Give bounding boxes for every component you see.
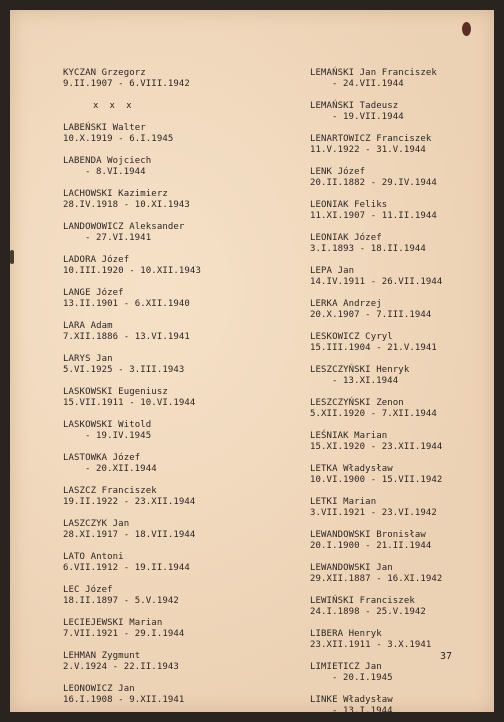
list-item (63, 123, 278, 145)
entry-name: LENK Józef (310, 167, 366, 177)
list-item (310, 563, 490, 585)
list-item (63, 222, 278, 244)
entry-name: LEONOWICZ Jan (63, 684, 135, 694)
entry-name: LASZCZYK Jan (63, 519, 130, 529)
entry-name: LARA Adam (63, 321, 113, 331)
entry-dates: 11.XI.1907 - 11.II.1944 (310, 211, 437, 221)
list-item (310, 68, 490, 90)
entry-name: LEPA Jan (310, 266, 355, 276)
ink-spot (462, 22, 471, 36)
list-item (63, 486, 278, 508)
entry-name: LESKOWICZ Cyryl (310, 332, 393, 342)
entry-name: LETKI Marian (310, 497, 377, 507)
entry-name: LANDOWOWICZ Aleksander (63, 222, 185, 232)
entry-name: LINKE Władysław (310, 695, 393, 705)
entry-name: LEONIAK Józef (310, 233, 382, 243)
list-item (310, 332, 490, 354)
list-item (310, 464, 490, 486)
list-item (63, 189, 278, 211)
entry-dates: 16.I.1908 - 9.XII.1941 (63, 695, 185, 705)
list-item (63, 255, 278, 277)
list-item (63, 288, 278, 310)
entry-name: LEŚNIAK Marian (310, 431, 388, 441)
separator: x x x (93, 101, 132, 111)
entry-dates: 23.XII.1911 - 3.X.1941 (310, 640, 432, 650)
entry-dates: 24.I.1898 - 25.V.1942 (310, 607, 426, 617)
list-item (310, 662, 490, 684)
entry-dates: 13.II.1901 - 6.XII.1940 (63, 299, 190, 309)
entry-dates: 20.I.1900 - 21.II.1944 (310, 541, 432, 551)
entry-dates: 29.XII.1887 - 16.XI.1942 (310, 574, 443, 584)
entry-name: LEONIAK Feliks (310, 200, 388, 210)
entry-dates: 20.X.1907 - 7.III.1944 (310, 310, 432, 320)
list-item (63, 651, 278, 673)
entry-name: LEC Józef (63, 585, 113, 595)
entry-dates: 10.VI.1900 - 15.VII.1942 (310, 475, 443, 485)
entry-name: LASZCZ Franciszek (63, 486, 157, 496)
list-item (310, 101, 490, 123)
list-item (63, 354, 278, 376)
list-item (63, 684, 278, 706)
entry-dates: 18.II.1897 - 5.V.1942 (63, 596, 179, 606)
list-item (63, 156, 278, 178)
list-item (63, 453, 278, 475)
list-item (310, 695, 490, 712)
entry-name: LASKOWSKI Witold (63, 420, 152, 430)
entry-dates: - 13.XI.1944 (332, 376, 399, 386)
entry-dates: 2.V.1924 - 22.II.1943 (63, 662, 179, 672)
entry-dates: 20.II.1882 - 29.IV.1944 (310, 178, 437, 188)
entry-name: LACHOWSKI Kazimierz (63, 189, 168, 199)
entry-name: LIMIETICZ Jan (310, 662, 382, 672)
entry-dates: - 27.VI.1941 (85, 233, 152, 243)
entry-dates: 9.II.1907 - 6.VIII.1942 (63, 79, 190, 89)
entry-dates: 14.IV.1911 - 26.VII.1944 (310, 277, 443, 287)
list-item (63, 618, 278, 640)
list-item (310, 431, 490, 453)
entry-name: LENARTOWICZ Franciszek (310, 134, 432, 144)
entry-name: LABEŃSKI Walter (63, 123, 146, 133)
entry-dates: 7.XII.1886 - 13.VI.1941 (63, 332, 190, 342)
entry-name: LANGE Józef (63, 288, 124, 298)
list-item (63, 519, 278, 541)
entry-dates: 19.II.1922 - 23.XII.1944 (63, 497, 196, 507)
list-item (63, 420, 278, 442)
left-column (63, 68, 278, 712)
list-item (310, 167, 490, 189)
entry-dates: - 19.IV.1945 (85, 431, 152, 441)
list-item (310, 530, 490, 552)
entry-name: LEWANDOWSKI Jan (310, 563, 393, 573)
entry-dates: 15.III.1904 - 21.V.1941 (310, 343, 437, 353)
list-item (310, 629, 490, 651)
list-item (310, 596, 490, 618)
entry-dates: - 24.VII.1944 (332, 79, 404, 89)
entry-dates: 6.VII.1912 - 19.II.1944 (63, 563, 190, 573)
list-item (63, 68, 278, 90)
entry-dates: 10.X.1919 - 6.I.1945 (63, 134, 174, 144)
entry-dates: 7.VII.1921 - 29.I.1944 (63, 629, 185, 639)
entry-name: KYCZAN Grzegorz (63, 68, 146, 78)
entry-name: LARYS Jan (63, 354, 113, 364)
entry-name: LETKA Władysław (310, 464, 393, 474)
entry-dates: - 20.I.1945 (332, 673, 393, 683)
entry-name: LESZCZYŃSKI Zenon (310, 398, 404, 408)
entry-dates: - 8.VI.1944 (85, 167, 146, 177)
list-item (310, 398, 490, 420)
list-item (310, 233, 490, 255)
list-item (310, 299, 490, 321)
entry-name: LEMAŃSKI Tadeusz (310, 101, 399, 111)
entry-dates: 15.VII.1911 - 10.VI.1944 (63, 398, 196, 408)
entry-dates: 28.IV.1918 - 10.XI.1943 (63, 200, 190, 210)
list-item (310, 497, 490, 519)
entry-name: LATO Antoni (63, 552, 124, 562)
list-item (63, 321, 278, 343)
list-item (310, 134, 490, 156)
list-item (63, 585, 278, 607)
entry-dates: 5.XII.1920 - 7.XII.1944 (310, 409, 437, 419)
ink-spot (10, 250, 14, 264)
page-number: 37 (439, 651, 452, 662)
entry-dates: - 13.I.1944 (332, 706, 393, 712)
entry-name: LERKA Andrzej (310, 299, 382, 309)
entry-name: LEHMAN Zygmunt (63, 651, 141, 661)
list-item (310, 200, 490, 222)
entry-name: LEMAŃSKI Jan Franciszek (310, 68, 437, 78)
list-item (310, 365, 490, 387)
entry-dates: 3.VII.1921 - 23.VI.1942 (310, 508, 437, 518)
entry-dates: 11.V.1922 - 31.V.1944 (310, 145, 426, 155)
entry-name: LEWANDOWSKI Bronisław (310, 530, 426, 540)
entry-name: LEWIŃSKI Franciszek (310, 596, 415, 606)
right-column (310, 68, 490, 712)
entry-dates: - 20.XII.1944 (85, 464, 157, 474)
entry-dates: 5.VI.1925 - 3.III.1943 (63, 365, 185, 375)
list-item (63, 552, 278, 574)
entry-name: LADORA Józef (63, 255, 130, 265)
entry-name: LIBERA Henryk (310, 629, 382, 639)
entry-name: LABENDA Wojciech (63, 156, 152, 166)
entry-dates: 10.III.1920 - 10.XII.1943 (63, 266, 201, 276)
entry-name: LASKOWSKI Eugeniusz (63, 387, 168, 397)
entry-dates: 28.XI.1917 - 18.VII.1944 (63, 530, 196, 540)
entry-name: LESZCZYŃSKI Henryk (310, 365, 410, 375)
entry-name: LASTOWKA Józef (63, 453, 141, 463)
entry-dates: - 19.VII.1944 (332, 112, 404, 122)
list-item (63, 387, 278, 409)
entry-dates: 15.XI.1920 - 23.XII.1944 (310, 442, 443, 452)
list-item (310, 266, 490, 288)
entry-name: LECIEJEWSKI Marian (63, 618, 163, 628)
entry-dates: 3.I.1893 - 18.II.1944 (310, 244, 426, 254)
document-page (10, 10, 494, 712)
